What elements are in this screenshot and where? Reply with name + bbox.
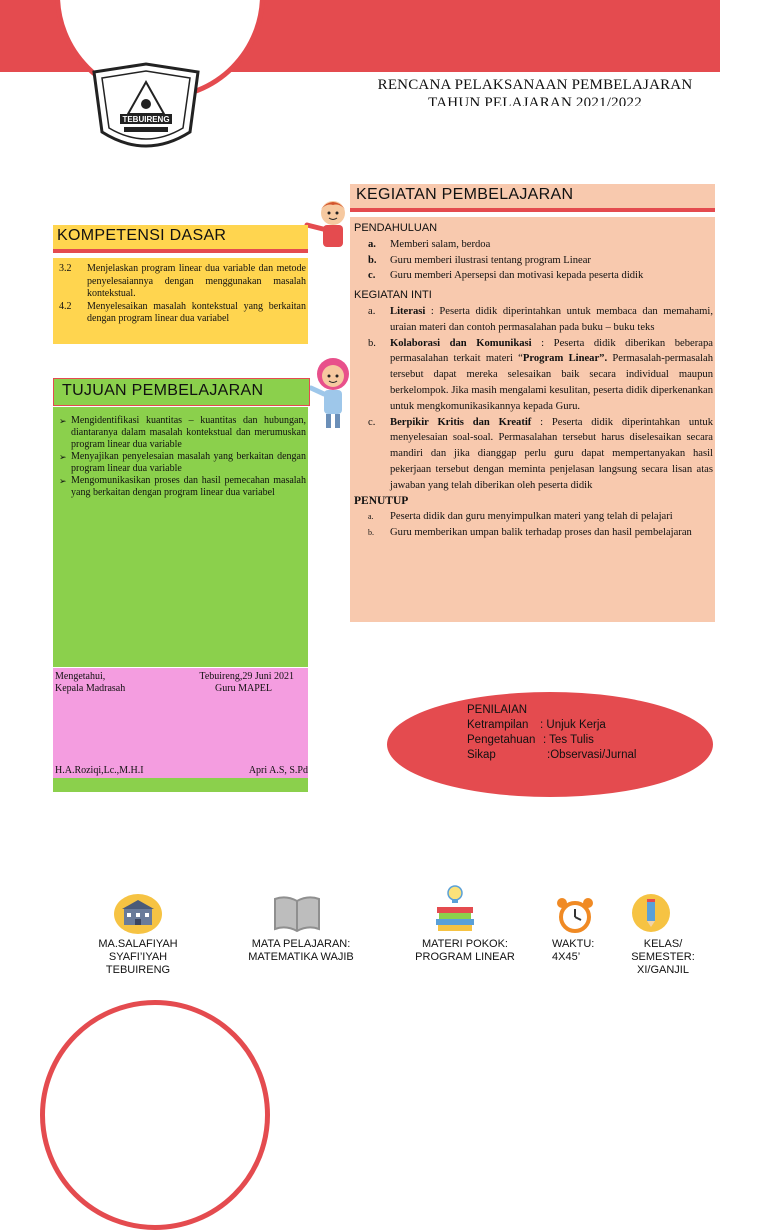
footer-time-line: WAKTU:: [552, 938, 595, 950]
alarm-clock-icon: [555, 896, 595, 934]
pendahuluan-item-text: Guru memberi Apersepsi dan motivasi kepada peserta didik: [390, 270, 644, 282]
inti-item-body: : Peserta didik diperintahkan untuk menyelesaian soal-soal. Permasalahan tersebut harus diselesaikan secara mandiri dan jika dianggap perlu guru dapat mempertanyakan hasil pekerjaan tersebut dengan meminta penjelasan langsung secara lisan atas jawaban yang telah diberikan oleh peserta didik: [390, 416, 713, 491]
kompetensi-heading-box: [53, 225, 308, 253]
penilaian-title: PENILAIAN: [467, 704, 528, 716]
pendahuluan-item: [350, 237, 715, 253]
arrow-bullet-icon: ➢: [59, 476, 67, 486]
inti-item-text: [390, 415, 713, 494]
inti-item-text: [390, 304, 713, 336]
kompetensi-item-number: 3.2: [59, 263, 72, 274]
arrow-bullet-icon: ➢: [59, 416, 67, 426]
school-building-icon: [112, 893, 164, 935]
inti-item: [350, 415, 715, 494]
penutup-item: [350, 509, 715, 525]
list-marker: b.: [368, 337, 376, 349]
tujuan-item-text: Menyajikan penyelesaian masalah yang berkaitan dengan program linear dua variable: [71, 451, 306, 474]
kompetensi-item-text: Menyelesaikan masalah kontekstual yang berkaitan dengan program linear dua variabel: [87, 300, 306, 324]
penilaian-text: [467, 703, 707, 763]
inti-item: [350, 304, 715, 336]
kegiatan-heading-box: [350, 184, 715, 212]
kompetensi-item-number: 4.2: [59, 300, 72, 312]
signature-left-line-2: Kepala Madrasah: [55, 683, 126, 694]
footer-class-line: SEMESTER:: [631, 951, 695, 963]
footer-topic-line: MATERI POKOK:: [422, 938, 508, 950]
arrow-bullet-icon: ➢: [59, 452, 67, 462]
kompetensi-item-text: Menjelaskan program linear dua variable dan metode penyelesaiannya dengan menggunakan masalah kontekstual.: [87, 263, 306, 299]
inti-item-body: : Peserta didik diberikan beberapa permasalahan terkait materi “: [390, 337, 713, 365]
footer-school: [78, 938, 198, 977]
penilaian-value: : Unjuk Kerja: [540, 719, 606, 731]
inti-item-body: Permasalah-permasalah tersebut dapat mereka selesaikan baik secara individual maupun berkelompok. Jika masih mengalami kesulitan, peserta didik diperkenankan untuk mengkomunikasikannya kepada Guru.: [390, 353, 713, 412]
signature-right-line-1: Tebuireng,29 Juni 2021: [199, 671, 294, 682]
pendahuluan-item: [350, 268, 715, 284]
signature-block: [53, 668, 308, 778]
penutup-item-text: Peserta didik dan guru menyimpulkan materi yang telah di pelajari: [390, 511, 673, 523]
penutup-item-text: Guru memberikan umpan balik terhadap proses dan hasil pembelajaran: [390, 527, 692, 539]
inti-item-bold: Program Linear”.: [522, 353, 608, 365]
inti-item-bold: Berpikir Kritis dan Kreatif: [390, 416, 532, 428]
signature-left-name: H.A.Roziqi,Lc.,M.H.I: [55, 765, 144, 776]
footer-circle-decoration: [40, 1000, 270, 1230]
penilaian-row: [467, 733, 707, 748]
kompetensi-item: [53, 301, 308, 326]
books-bulb-icon: [433, 883, 477, 937]
kegiatan-body: [350, 217, 715, 622]
footer-school-line: SYAFI’IYAH: [108, 951, 168, 963]
pendahuluan-item-text: Memberi salam, berdoa: [390, 238, 491, 250]
list-marker: c.: [368, 270, 376, 282]
penutup-item: [350, 525, 715, 541]
inti-label: KEGIATAN INTI: [354, 289, 432, 302]
signature-right-line-2: Guru MAPEL: [215, 683, 272, 694]
boy-illustration-icon: [303, 195, 357, 253]
list-marker: b.: [368, 254, 377, 266]
inti-item-bold: Kolaborasi dan Komunikasi: [390, 337, 532, 349]
penilaian-value: : Tes Tulis: [543, 734, 594, 746]
penilaian-value: :Observasi/Jurnal: [547, 749, 637, 761]
penilaian-row: [467, 748, 707, 763]
kompetensi-heading: KOMPETENSI DASAR: [57, 227, 227, 244]
pendahuluan-item-text: Guru memberi ilustrasi tentang program Linear: [390, 254, 591, 266]
penutup-label: PENUTUP: [354, 494, 409, 507]
footer-topic: [395, 938, 535, 964]
list-marker: c.: [368, 416, 376, 428]
penilaian-label: Ketrampilan: [467, 719, 529, 731]
footer-topic-line: PROGRAM LINEAR: [415, 951, 515, 963]
footer-school-line: MA.SALAFIYAH: [98, 938, 178, 950]
inti-item-body: : Peserta didik diperintahkan untuk membaca dan memahami, uraian materi dan contoh permasalahan pada buku – buku teks: [390, 305, 713, 333]
footer-subject-line: MATEMATIKA WAJIB: [248, 951, 354, 963]
book-icon: [272, 893, 322, 933]
kegiatan-heading: KEGIATAN PEMBELAJARAN: [356, 186, 574, 203]
kompetensi-body: [53, 258, 308, 344]
pendahuluan-label: PENDAHULUAN: [354, 222, 438, 234]
tujuan-item: [59, 415, 306, 451]
signature-right-name: Apri A.S, S.Pd: [248, 765, 308, 776]
school-logo-icon: [86, 62, 206, 156]
footer-time-line: 4X45’: [552, 951, 581, 963]
footer-school-line: TEBUIRENG: [105, 964, 171, 976]
kompetensi-item: [53, 263, 308, 301]
footer-class-line: XI/GANJIL: [637, 964, 689, 976]
title-line-2: TAHUN PELAJARAN 2021/2022: [428, 95, 642, 106]
list-marker: b.: [368, 528, 374, 538]
inti-item-text: [390, 336, 713, 415]
signature-left-line-1: Mengetahui,: [55, 671, 106, 682]
signature-strip: [53, 778, 308, 792]
footer-class: [618, 938, 708, 977]
pencil-icon: [631, 893, 671, 933]
logo-text: TEBUIRENG: [122, 115, 170, 124]
penilaian-row: [467, 718, 707, 733]
tujuan-item-text: Mengomunikasikan proses dan hasil pemecahan masalah yang berkaitan dengan program linear dua variabel: [71, 475, 306, 498]
footer-class-line: KELAS/: [643, 938, 683, 950]
document-title: [350, 76, 720, 106]
title-line-1: RENCANA PELAKSANAAN PEMBELAJARAN: [377, 77, 693, 93]
footer-subject-line: MATA PELAJARAN:: [251, 938, 351, 950]
penilaian-label: Pengetahuan: [467, 734, 536, 746]
tujuan-item: [59, 475, 306, 499]
pendahuluan-item: [350, 253, 715, 269]
tujuan-item-text: Mengidentifikasi kuantitas – kuantitas dan hubungan, diantaranya dalam masalah kontekstual dan merumuskan program linear dua variable: [71, 415, 306, 450]
inti-item-bold: Literasi: [390, 305, 426, 317]
tujuan-body: [53, 407, 308, 667]
tujuan-heading: TUJUAN PEMBELAJARAN: [62, 382, 264, 399]
list-marker: a.: [368, 238, 376, 250]
list-marker: a.: [368, 305, 376, 317]
footer-subject: [226, 938, 376, 964]
inti-item: [350, 336, 715, 415]
footer-time: [552, 938, 612, 964]
tujuan-item: [59, 451, 306, 475]
penilaian-label: Sikap: [467, 749, 496, 761]
list-marker: a.: [368, 512, 374, 522]
tujuan-heading-box: [53, 378, 310, 406]
